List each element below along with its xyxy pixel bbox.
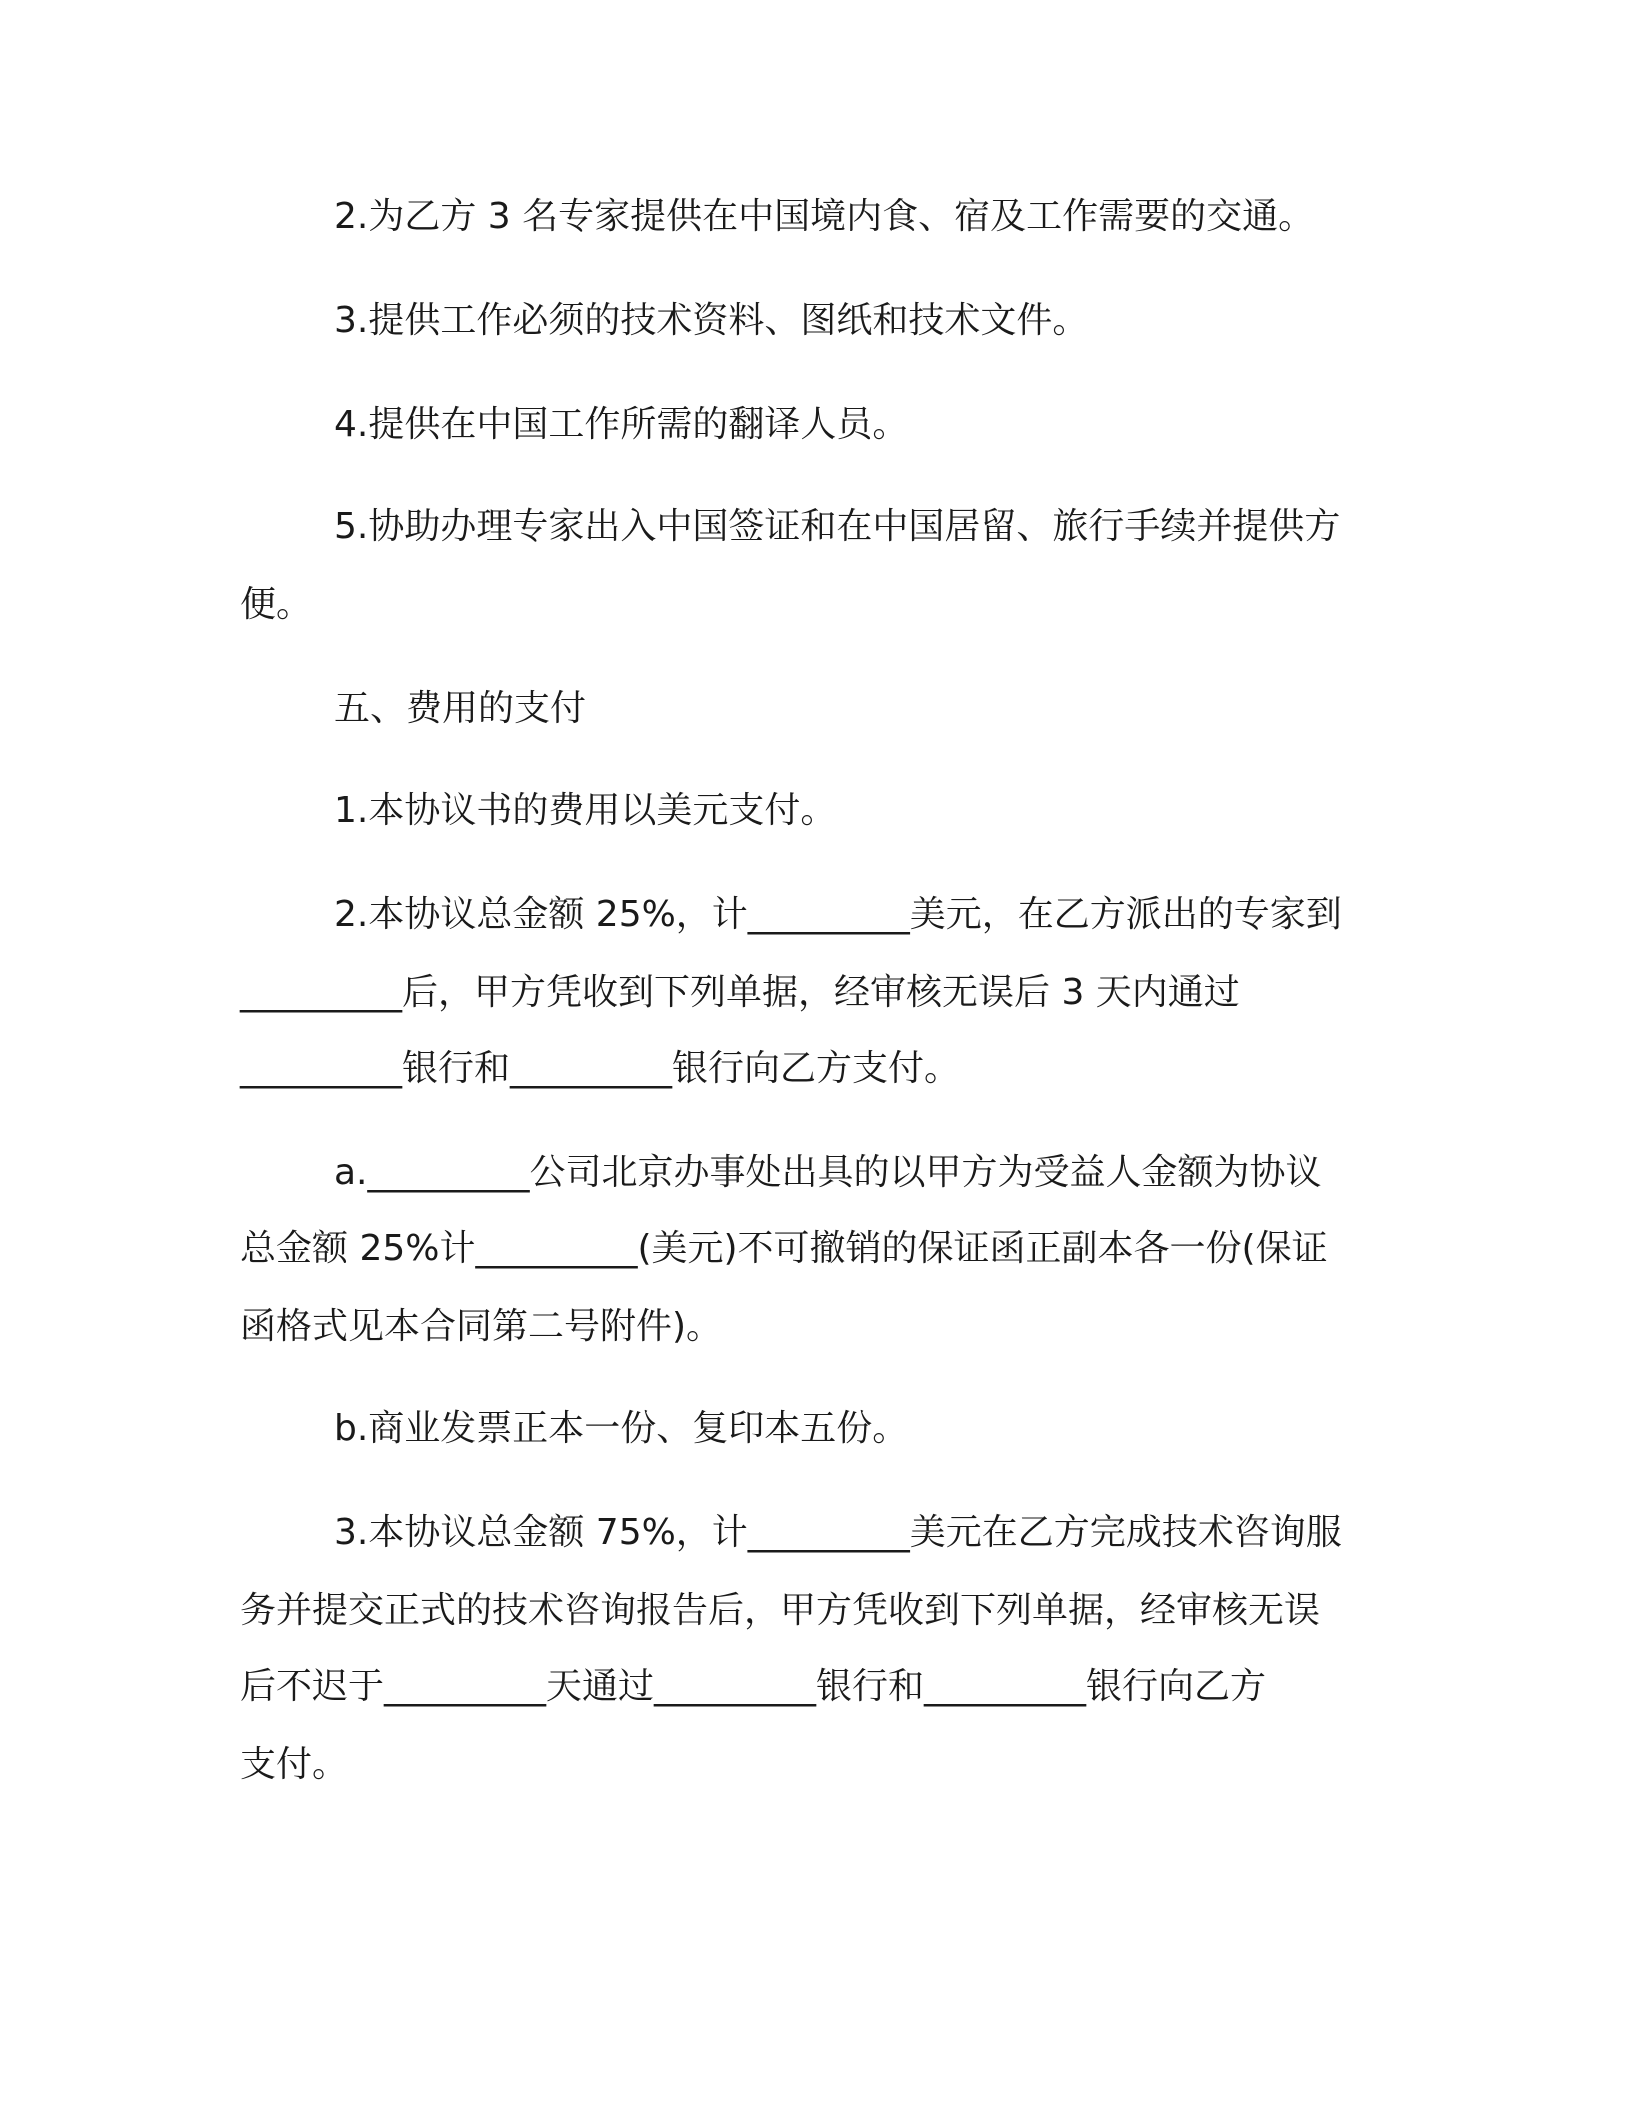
clause-4-item-3: 3.提供工作必须的技术资料、图纸和技术文件。 bbox=[334, 300, 1089, 341]
clause-4-item-5-line-2: 便。 bbox=[240, 584, 313, 625]
clause-5-item-2a-line-1: a._________公司北京办事处出具的以甲方为受益人金额为协议 bbox=[334, 1152, 1322, 1193]
clause-5-item-3-line-1: 3.本协议总金额 75%，计_________美元在乙方完成技术咨询服 bbox=[334, 1512, 1342, 1553]
clause-5-item-3-line-4: 支付。 bbox=[240, 1744, 349, 1785]
clause-4-item-5-line-1: 5.协助办理专家出入中国签证和在中国居留、旅行手续并提供方 bbox=[334, 506, 1341, 547]
clause-4-item-2: 2.为乙方 3 名专家提供在中国境内食、宿及工作需要的交通。 bbox=[334, 196, 1315, 237]
clause-5-item-2a-line-2: 总金额 25%计_________(美元)不可撤销的保证函正副本各一份(保证 bbox=[240, 1228, 1328, 1269]
clause-5-item-2b: b.商业发票正本一份、复印本五份。 bbox=[334, 1408, 909, 1449]
clause-5-item-2-line-1: 2.本协议总金额 25%，计_________美元，在乙方派出的专家到 bbox=[334, 894, 1342, 935]
clause-5-item-2-line-3: _________银行和_________银行向乙方支付。 bbox=[240, 1048, 961, 1089]
clause-4-item-4: 4.提供在中国工作所需的翻译人员。 bbox=[334, 404, 909, 445]
clause-5-item-1: 1.本协议书的费用以美元支付。 bbox=[334, 790, 837, 831]
clause-5-item-3-line-2: 务并提交正式的技术咨询报告后，甲方凭收到下列单据，经审核无误 bbox=[240, 1590, 1321, 1631]
clause-5-item-2a-line-3: 函格式见本合同第二号附件)。 bbox=[240, 1306, 723, 1347]
section-heading-payment: 五、费用的支付 bbox=[334, 688, 587, 729]
clause-5-item-3-line-3: 后不迟于_________天通过_________银行和_________银行向乙方 bbox=[240, 1666, 1267, 1707]
clause-5-item-2-line-2: _________后，甲方凭收到下列单据，经审核无误后 3 天内通过 bbox=[240, 972, 1240, 1013]
